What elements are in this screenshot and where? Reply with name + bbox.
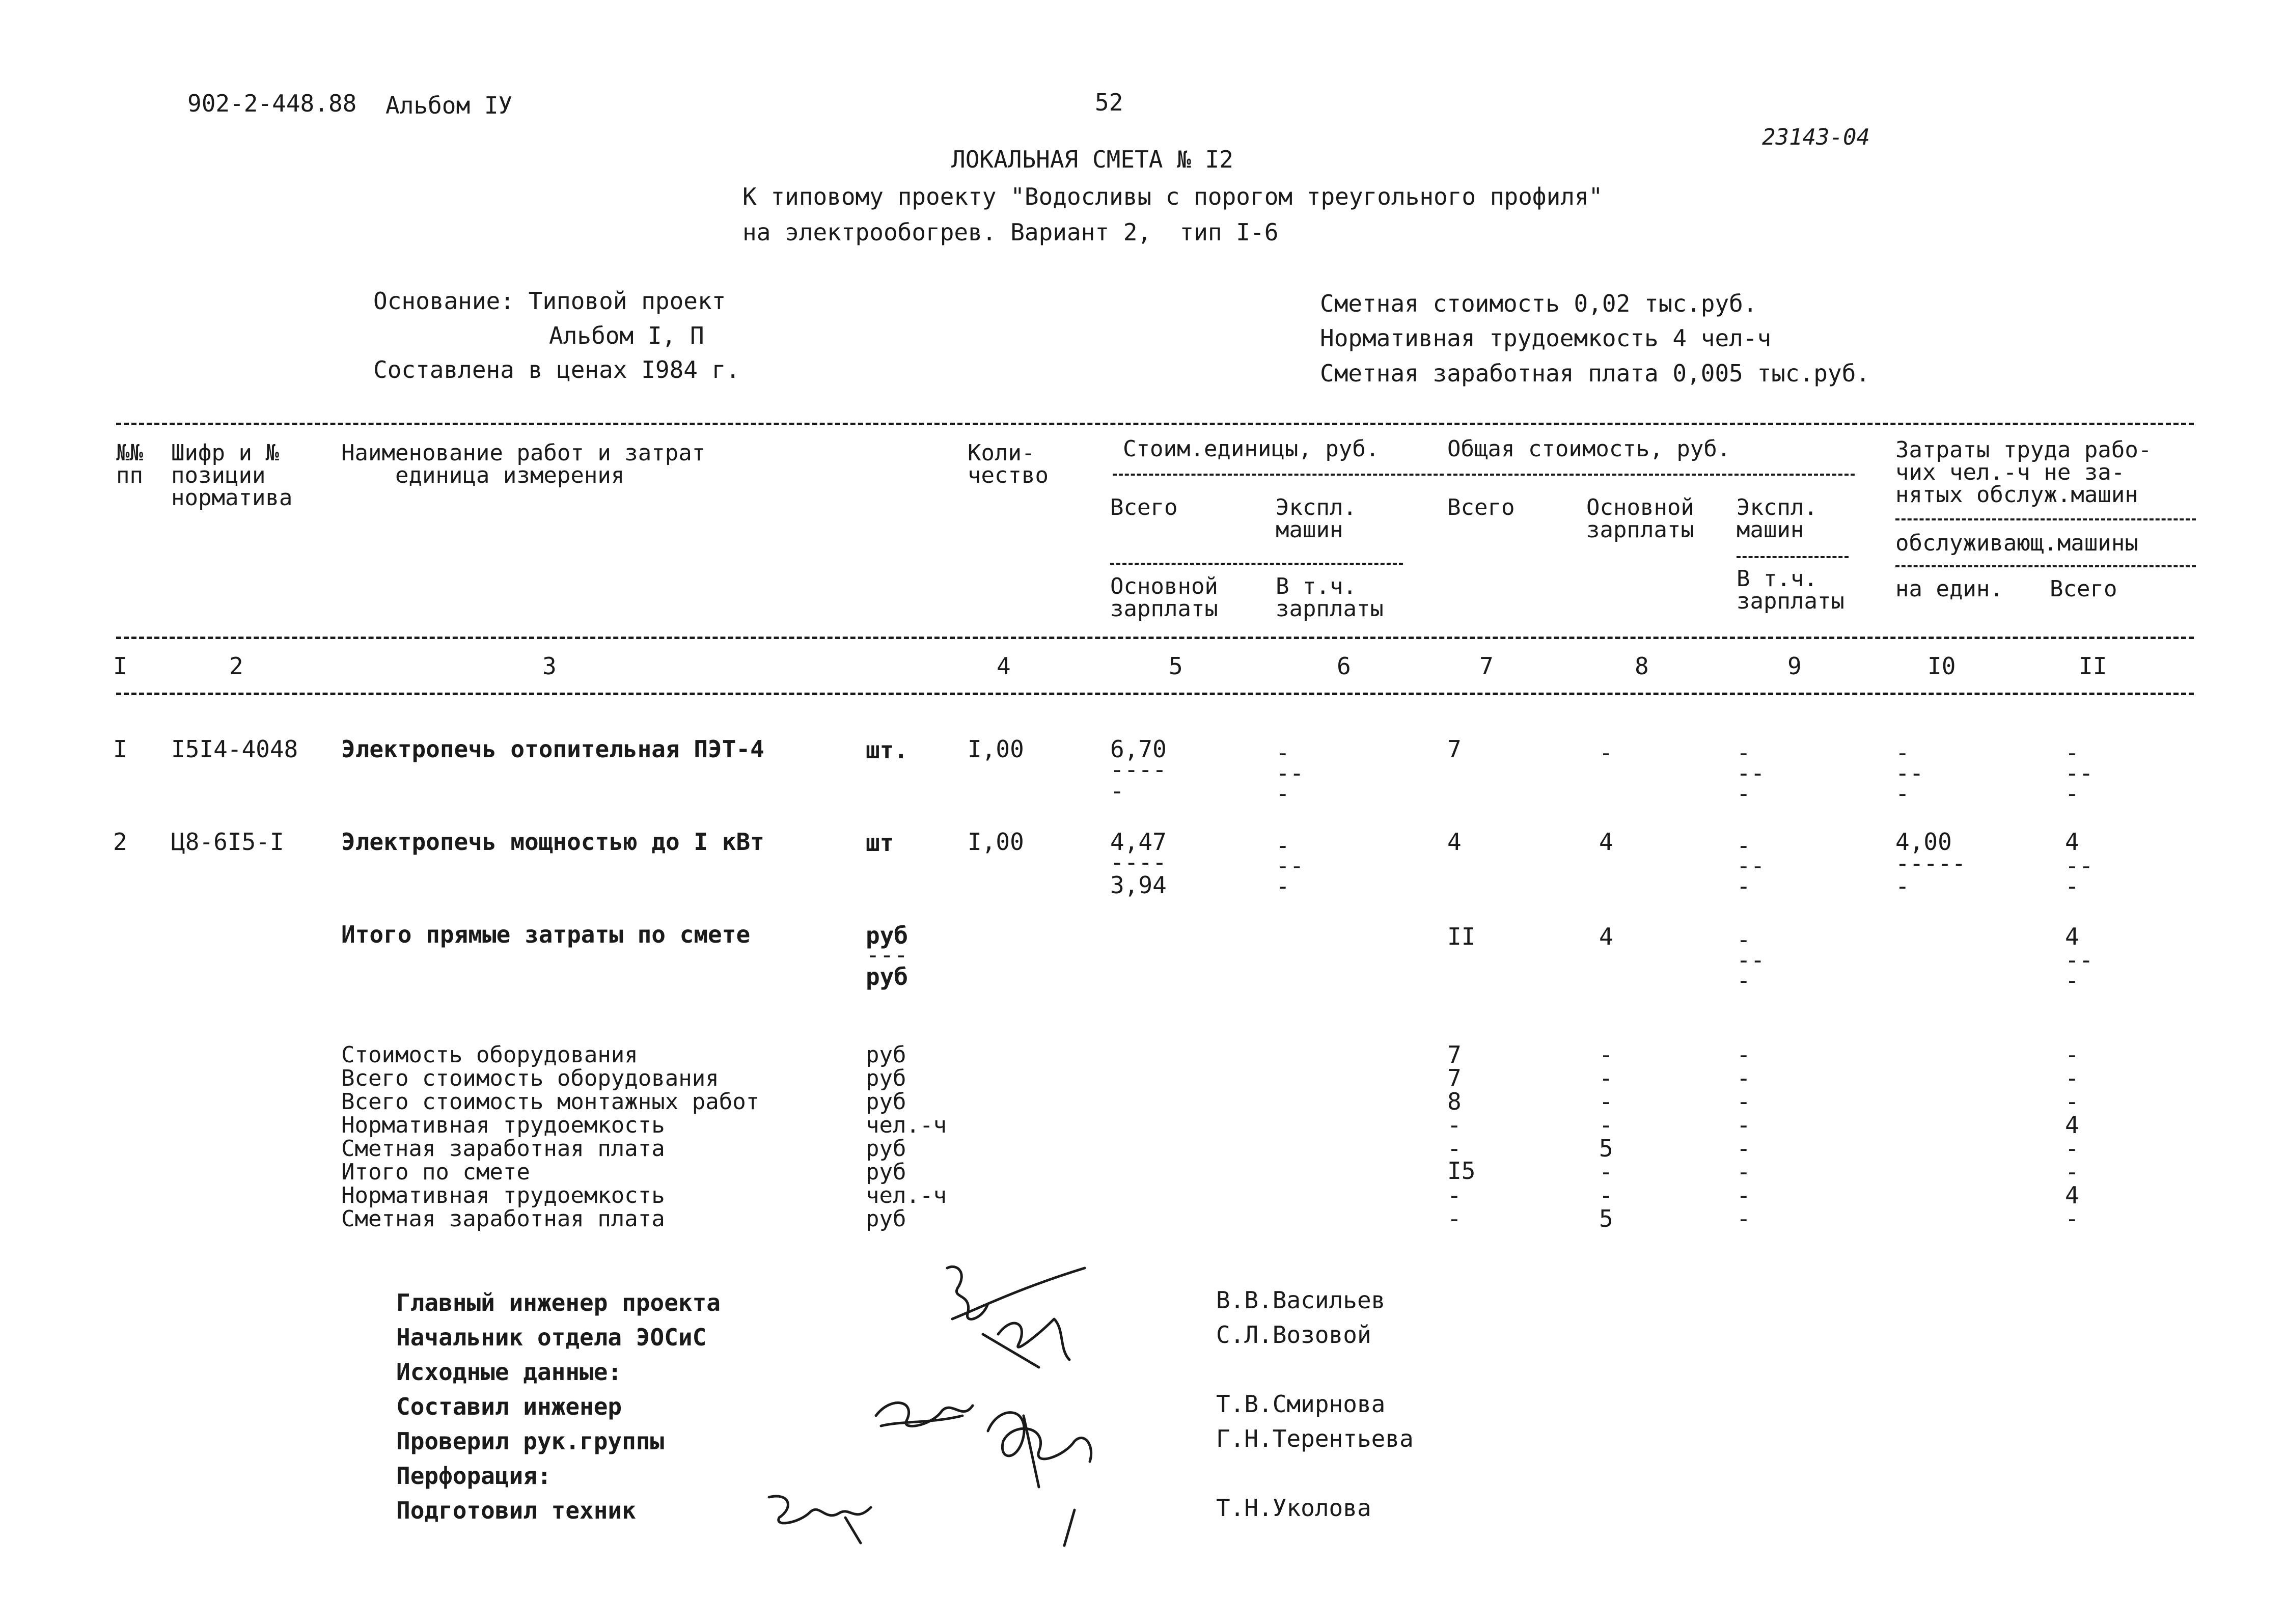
header-name: Наименование работ и затрат единица измерения <box>341 440 706 488</box>
totals-unit: руб <box>866 1206 906 1232</box>
totals-c11: - <box>2065 1158 2079 1186</box>
row-unit-sep: ---- <box>1110 756 1167 783</box>
document-code: 902-2-448.88 <box>187 90 357 117</box>
row-c10a: 4,00 <box>1895 828 1952 856</box>
row-num: I <box>113 735 127 763</box>
header-num: №№ пп <box>116 440 143 488</box>
totals-c9: - <box>1737 1135 1751 1162</box>
totals-label: Всего стоимость монтажных работ <box>341 1089 760 1115</box>
totals-c11: - <box>2065 1135 2079 1162</box>
header-unit-machines: Экспл. машин <box>1276 494 1357 543</box>
direct-c9a: - <box>1737 926 1751 953</box>
totals-label: Сметная заработная плата <box>341 1206 665 1232</box>
totals-c11: - <box>2065 1088 2079 1115</box>
col-number: I <box>113 652 127 680</box>
row-c7: 7 <box>1447 735 1462 763</box>
basis-line-2: Альбом I, П <box>549 322 704 349</box>
col-number: 7 <box>1479 652 1494 680</box>
totals-c9: - <box>1737 1158 1751 1186</box>
header-bottom-rule <box>116 637 2194 639</box>
direct-c11b: -- <box>2065 946 2094 974</box>
header-code: Шифр и № позиции норматива <box>171 440 293 511</box>
handwritten-signature <box>871 1385 1136 1497</box>
direct-c9b: -- <box>1737 946 1765 974</box>
direct-unit-2: руб <box>866 963 908 990</box>
header-unit-incl-salary: В т.ч. зарплаты <box>1276 573 1384 622</box>
totals-c7: - <box>1447 1181 1462 1209</box>
signature-role: Исходные данные: <box>396 1358 622 1386</box>
handwritten-signature <box>937 1258 1090 1375</box>
totals-c9: - <box>1737 1111 1751 1139</box>
col-number: 5 <box>1169 652 1183 680</box>
totals-unit: чел.-ч <box>866 1112 947 1138</box>
signature-role: Начальник отдела ЭОСиС <box>396 1324 707 1351</box>
row-c10a: - <box>1895 739 1910 766</box>
row-unit-salary: - <box>1110 777 1124 805</box>
direct-c7: II <box>1447 923 1476 950</box>
row-unit-salary: 3,94 <box>1110 871 1167 899</box>
direct-costs-label: Итого прямые затраты по смете <box>341 921 751 948</box>
signature-name: С.Л.Возовой <box>1216 1321 1371 1348</box>
col-number: 2 <box>229 652 243 680</box>
handwritten-signature <box>764 1487 886 1548</box>
row-c6c: - <box>1276 872 1290 900</box>
signature-role: Подготовил техник <box>396 1497 636 1524</box>
signature-name: Г.Н.Терентьева <box>1216 1425 1414 1452</box>
totals-c11: - <box>2065 1064 2079 1092</box>
totals-unit: руб <box>866 1136 906 1162</box>
direct-unit-1: руб <box>866 922 908 949</box>
totals-c11: 4 <box>2065 1181 2079 1209</box>
totals-c8: - <box>1599 1088 1613 1115</box>
row-c8: 4 <box>1599 828 1613 856</box>
album-label: Альбом IУ <box>385 92 513 119</box>
summary-labor: Нормативная трудоемкость 4 чел-ч <box>1320 324 1772 352</box>
header-total-cost: Общая стоимость, руб. <box>1447 436 1731 462</box>
header-labor-per-unit: на един. <box>1895 576 2003 602</box>
row-unit: шт. <box>866 736 908 764</box>
totals-c7: - <box>1447 1111 1462 1139</box>
direct-c8: 4 <box>1599 923 1613 950</box>
totals-label: Стоимость оборудования <box>341 1042 638 1068</box>
header-labor-total: Всего <box>2050 576 2117 602</box>
totals-c8: - <box>1599 1111 1613 1139</box>
totals-c8: 5 <box>1599 1135 1613 1162</box>
row-c6c: - <box>1276 780 1290 807</box>
row-c10c: - <box>1895 780 1910 807</box>
row-c9a: - <box>1737 832 1751 859</box>
totals-label: Итого по смете <box>341 1159 530 1185</box>
header-labor-service: обслуживающ.машины <box>1895 530 2138 556</box>
row-c8: - <box>1599 739 1613 766</box>
col-number: II <box>2079 652 2107 680</box>
header-unit-cost: Стоим.единицы, руб. <box>1123 436 1380 462</box>
header-total-incl-salary: В т.ч. зарплаты <box>1737 566 1844 614</box>
totals-c8: - <box>1599 1158 1613 1186</box>
summary-cost: Сметная стоимость 0,02 тыс.руб. <box>1320 290 1757 317</box>
row-c6a: - <box>1276 739 1290 766</box>
header-unit-cost-rule <box>1113 474 1444 476</box>
row-c9c: - <box>1737 780 1751 807</box>
document-subtitle-2: на электрообогрев. Вариант 2, тип I-6 <box>742 218 1279 246</box>
row-c10b: ----- <box>1895 849 1966 877</box>
totals-unit: руб <box>866 1065 906 1091</box>
col-number: 9 <box>1787 652 1802 680</box>
totals-unit: руб <box>866 1042 906 1068</box>
signature-role: Составил инженер <box>396 1393 622 1420</box>
totals-c11: - <box>2065 1205 2079 1232</box>
row-unit-sep: ---- <box>1110 848 1167 876</box>
row-unit-total: 6,70 <box>1110 735 1167 763</box>
col-number: 8 <box>1635 652 1649 680</box>
totals-unit: руб <box>866 1089 906 1115</box>
row-unit-total: 4,47 <box>1110 828 1167 856</box>
header-qty: Коли- чество <box>968 440 1049 488</box>
direct-c11c: - <box>2065 967 2079 994</box>
row-c10c: - <box>1895 872 1910 900</box>
col-numbers-rule <box>116 693 2194 695</box>
totals-label: Нормативная трудоемкость <box>341 1112 665 1138</box>
row-c9b: -- <box>1737 759 1765 787</box>
header-unit-salary-rule <box>1110 563 1403 565</box>
summary-salary: Сметная заработная плата 0,005 тыс.руб. <box>1320 360 1870 387</box>
row-c11a: - <box>2065 739 2079 766</box>
direct-c9c: - <box>1737 967 1751 994</box>
totals-c7: 8 <box>1447 1088 1462 1115</box>
table-top-rule <box>116 423 2194 425</box>
header-total-cost-rule <box>1447 474 1855 476</box>
col-number: 6 <box>1337 652 1351 680</box>
col-number: I0 <box>1927 652 1956 680</box>
signature-name: Т.Н.Уколова <box>1216 1494 1371 1522</box>
totals-label: Всего стоимость оборудования <box>341 1065 719 1091</box>
row-c11c: - <box>2065 872 2079 900</box>
row-c11a: 4 <box>2065 828 2079 856</box>
row-c7: 4 <box>1447 828 1462 856</box>
signature-role: Проверил рук.группы <box>396 1427 665 1455</box>
header-labor: Затраты труда рабо- чих чел.-ч не за- нятых обслуж.машин <box>1895 437 2152 508</box>
header-total-machines-rule <box>1737 556 1849 558</box>
totals-c9: - <box>1737 1088 1751 1115</box>
row-c9a: - <box>1737 739 1751 766</box>
totals-c7: I5 <box>1447 1157 1476 1185</box>
totals-c7: 7 <box>1447 1041 1462 1068</box>
totals-c7: - <box>1447 1135 1462 1162</box>
row-code: I5I4-4048 <box>171 735 298 763</box>
totals-c8: - <box>1599 1064 1613 1092</box>
totals-unit: руб <box>866 1159 906 1185</box>
totals-c7: - <box>1447 1205 1462 1232</box>
row-c6b: -- <box>1276 852 1304 879</box>
totals-c9: - <box>1737 1205 1751 1232</box>
row-c11b: -- <box>2065 759 2094 787</box>
totals-unit: чел.-ч <box>866 1182 947 1208</box>
header-labor-service-rule <box>1895 565 2196 567</box>
totals-c11: - <box>2065 1041 2079 1068</box>
totals-c9: - <box>1737 1064 1751 1092</box>
row-c10b: -- <box>1895 759 1924 787</box>
basis-line-3: Составлена в ценах I984 г. <box>373 356 740 383</box>
signature-name: Т.В.Смирнова <box>1216 1390 1386 1418</box>
col-number: 3 <box>542 652 557 680</box>
totals-c8: - <box>1599 1181 1613 1209</box>
row-c9c: - <box>1737 872 1751 900</box>
signature-role: Главный инженер проекта <box>396 1289 721 1316</box>
document-title: ЛОКАЛЬНАЯ СМЕТА № I2 <box>951 146 1233 173</box>
row-c6a: - <box>1276 832 1290 859</box>
row-name: Электропечь мощностью до I кВт <box>341 828 764 856</box>
row-name: Электропечь отопительная ПЭТ-4 <box>341 735 764 763</box>
header-unit-total: Всего <box>1110 494 1178 520</box>
row-qty: I,00 <box>968 828 1024 856</box>
row-unit: шт <box>866 829 894 857</box>
totals-c8: - <box>1599 1041 1613 1068</box>
totals-c9: - <box>1737 1041 1751 1068</box>
row-c9b: -- <box>1737 852 1765 879</box>
row-c6b: -- <box>1276 759 1304 787</box>
signature-name: В.В.Васильев <box>1216 1286 1386 1314</box>
basis-line-1: Основание: Типовой проект <box>373 287 726 315</box>
row-code: Ц8-6I5-I <box>171 828 284 856</box>
totals-label: Нормативная трудоемкость <box>341 1182 665 1208</box>
row-num: 2 <box>113 828 127 856</box>
archive-stamp: 23143-04 <box>1762 124 1870 150</box>
totals-c11: 4 <box>2065 1111 2079 1139</box>
row-c11b: -- <box>2065 852 2094 879</box>
signature-role: Перфорация: <box>396 1462 552 1490</box>
header-total-machines: Экспл. машин <box>1737 494 1817 543</box>
page-number: 52 <box>1095 89 1123 116</box>
header-labor-rule <box>1895 518 2196 520</box>
col-number: 4 <box>997 652 1011 680</box>
row-qty: I,00 <box>968 735 1024 763</box>
header-total-salary: Основной зарплаты <box>1586 494 1694 543</box>
handwritten-mark <box>1059 1507 1080 1548</box>
row-c11c: - <box>2065 780 2079 807</box>
direct-unit-sep: --- <box>866 941 908 969</box>
totals-c9: - <box>1737 1181 1751 1209</box>
direct-c11a: 4 <box>2065 923 2079 950</box>
header-total-all: Всего <box>1447 494 1515 520</box>
totals-label: Сметная заработная плата <box>341 1136 665 1162</box>
totals-c7: 7 <box>1447 1064 1462 1092</box>
totals-c8: 5 <box>1599 1205 1613 1232</box>
header-unit-salary: Основной зарплаты <box>1110 573 1218 622</box>
document-subtitle-1: К типовому проекту "Водосливы с порогом треугольного профиля" <box>742 183 1603 210</box>
